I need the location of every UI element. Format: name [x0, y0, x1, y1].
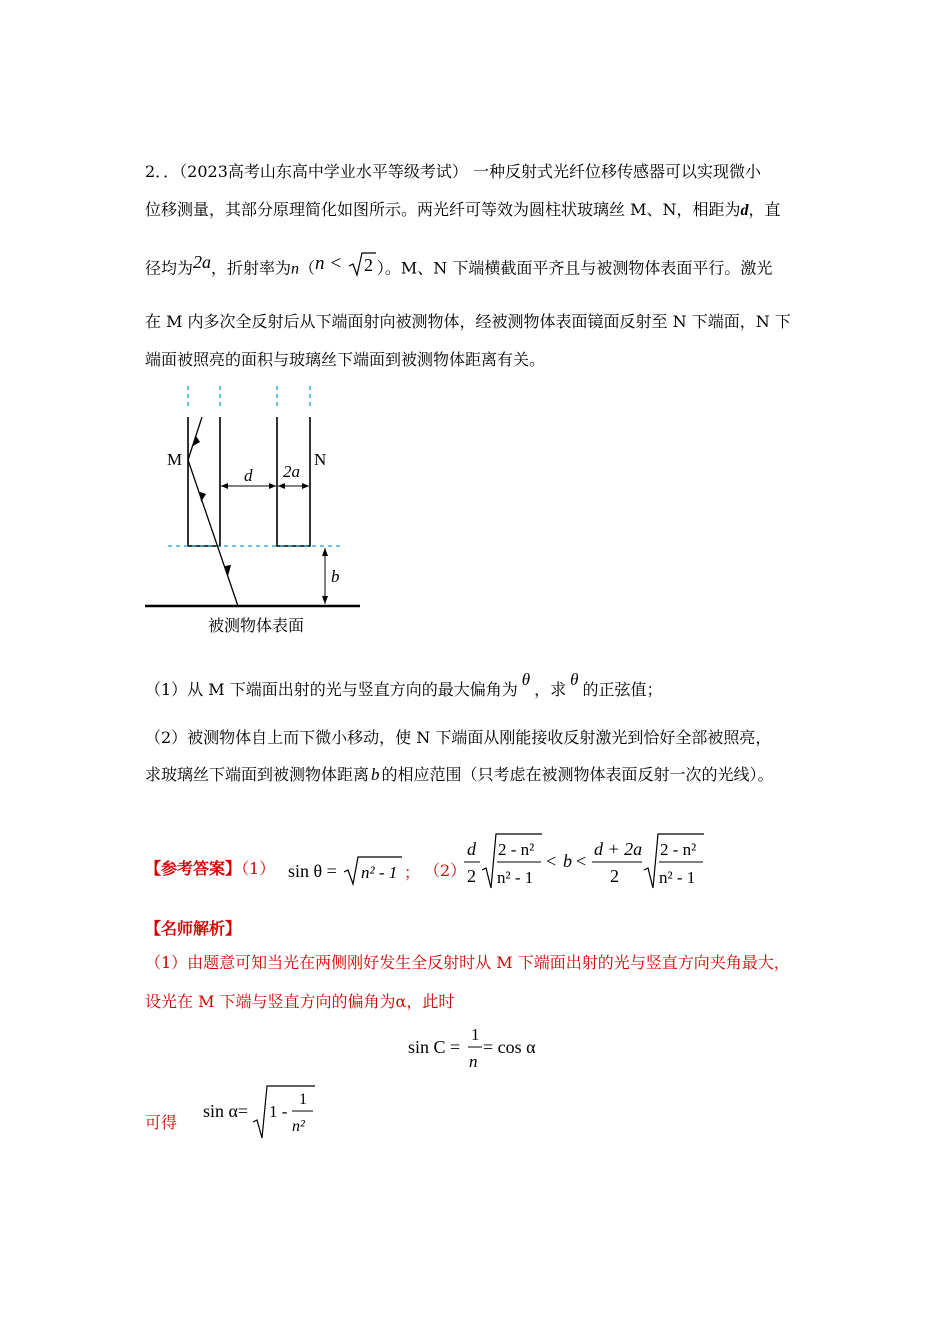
answer-part-2-label: （2）: [424, 861, 467, 880]
rad-den-2: n² - 1: [659, 868, 696, 887]
b-arrow-top-icon: [322, 548, 328, 556]
top-guide-lines: [188, 386, 310, 410]
eq2-left: sin α=: [203, 1101, 249, 1121]
frac2-den: 2: [610, 866, 619, 886]
q2-text-a: 求玻璃丝下端面到被测物体距离: [145, 765, 370, 784]
var-d: d: [740, 202, 749, 219]
theta-2: θ: [570, 670, 579, 689]
ke-de-text: 可得: [145, 1113, 178, 1132]
sqrt-2-value: 2: [363, 255, 373, 275]
eq1-right: = cos α: [483, 1037, 536, 1057]
label-b: b: [331, 567, 340, 586]
analysis-line-1: （1）由题意可知当光在两侧刚好发生全反射时从 M 下端面出射的光与竖直方向夹角最大，: [145, 953, 790, 972]
2a-arrow-right-icon: [302, 483, 309, 489]
eq2-rad-1: 1 -: [269, 1102, 288, 1121]
q1-text-a: （1）从 M 下端面出射的光与竖直方向的最大偏角为: [145, 680, 518, 699]
math-2a: 2a: [193, 251, 212, 272]
math-n-lt: n <: [315, 252, 347, 274]
frac1-num: d: [467, 839, 476, 859]
analysis-label: 【名师解析】: [145, 919, 242, 938]
q2-text-b: 的相应范围（只考虑在被测物体表面反射一次的光线）。: [381, 765, 774, 784]
question-line-3: [145, 251, 810, 282]
eq2-den: n²: [292, 1118, 305, 1135]
d-arrow-left-icon: [221, 483, 228, 489]
label-m: M: [167, 450, 183, 469]
theta-1: θ: [521, 670, 531, 689]
eq1-num: 1: [471, 1025, 480, 1044]
q1-text-c: 的正弦值；: [582, 680, 663, 699]
rad-den-1: n² - 1: [497, 868, 534, 887]
frac1-den: 2: [467, 866, 476, 886]
question-line-5: 端面被照亮的面积与玻璃丝下端面到被测物体距离有关。: [145, 350, 546, 369]
label-d: d: [244, 466, 253, 485]
question-line-2-text-b: ，直: [748, 200, 781, 219]
rad-num-1: 2 - n²: [498, 840, 535, 859]
eq1-den: n: [469, 1052, 478, 1071]
question-line-2-text-a: 位移测量，其部分原理简化如图所示。两光纤可等效为圆柱状玻璃丝 M、N，相距为: [145, 200, 741, 219]
radicand-1: n² - 1: [361, 863, 398, 882]
answer-separator: ；: [404, 863, 421, 882]
question-line-3-text-b: ，折射率为: [211, 258, 292, 278]
sub-question-2-line-1: （2）被测物体自上而下微小移动，使 N 下端面从刚能接收反射激光到恰好全部被照亮，: [145, 728, 772, 747]
fiber-n: [277, 417, 310, 546]
fiber-m: [188, 417, 220, 546]
fiber-sensor-figure: [140, 380, 370, 645]
question-line-4: 在 M 内多次全反射后从下端面射向被测物体，经被测物体表面镜面反射至 N 下端面，N 下: [145, 312, 791, 331]
d-arrow-right-icon: [269, 483, 276, 489]
eq2-num: 1: [299, 1091, 307, 1108]
q1-text-b: ，求: [534, 680, 567, 699]
b-arrow-bottom-icon: [322, 596, 328, 604]
frac2-num: d + 2a: [594, 839, 643, 859]
question-line-2: [145, 199, 810, 222]
equation-sin-c: [408, 1023, 558, 1075]
lt-1: <: [546, 851, 557, 871]
sub-question-2-line-2: [145, 764, 810, 786]
rad-num-2: 2 - n²: [660, 840, 697, 859]
eq1-left: sin C =: [408, 1037, 461, 1057]
sin-theta-text: sin θ =: [288, 861, 337, 881]
question-line-3-text-a: 径均为: [145, 258, 194, 278]
analysis-line-2: 设光在 M 下端与竖直方向的偏角为α，此时: [145, 992, 455, 1011]
equation-sin-alpha: [203, 1084, 323, 1140]
answer-label: [145, 858, 275, 880]
laser-ray: [188, 417, 238, 606]
2a-arrow-left-icon: [278, 483, 285, 489]
var-b: b: [371, 765, 380, 784]
label-n: N: [314, 450, 327, 469]
sqrt-sign-icon: [347, 251, 377, 277]
sqrt-2: [347, 251, 377, 277]
figure-caption: 被测物体表面: [208, 618, 305, 635]
label-2a: 2a: [283, 462, 300, 481]
lt-2: <: [576, 851, 587, 871]
answer-part-1-label: （1）: [241, 859, 276, 878]
b-var: b: [563, 851, 572, 871]
arrowhead-2-icon: [200, 492, 206, 502]
question-line-3-text-d: ）。M、N 下端横截面平齐且与被测物体表面平行。激光: [376, 258, 773, 278]
question-line-3-text-c: （: [299, 258, 316, 278]
var-n: n: [291, 260, 300, 278]
answer-part-2-math: [460, 832, 720, 892]
answer-sqrt-1: [342, 854, 404, 886]
answer-part-1-math: [288, 859, 337, 883]
question-line-1: 2．．（2023高考山东高中学业水平等级考试） 一种反射式光纤位移传感器可以实现微小: [145, 162, 761, 181]
answer-label-text: 【参考答案】: [145, 859, 242, 878]
sub-question-1: [145, 670, 810, 701]
